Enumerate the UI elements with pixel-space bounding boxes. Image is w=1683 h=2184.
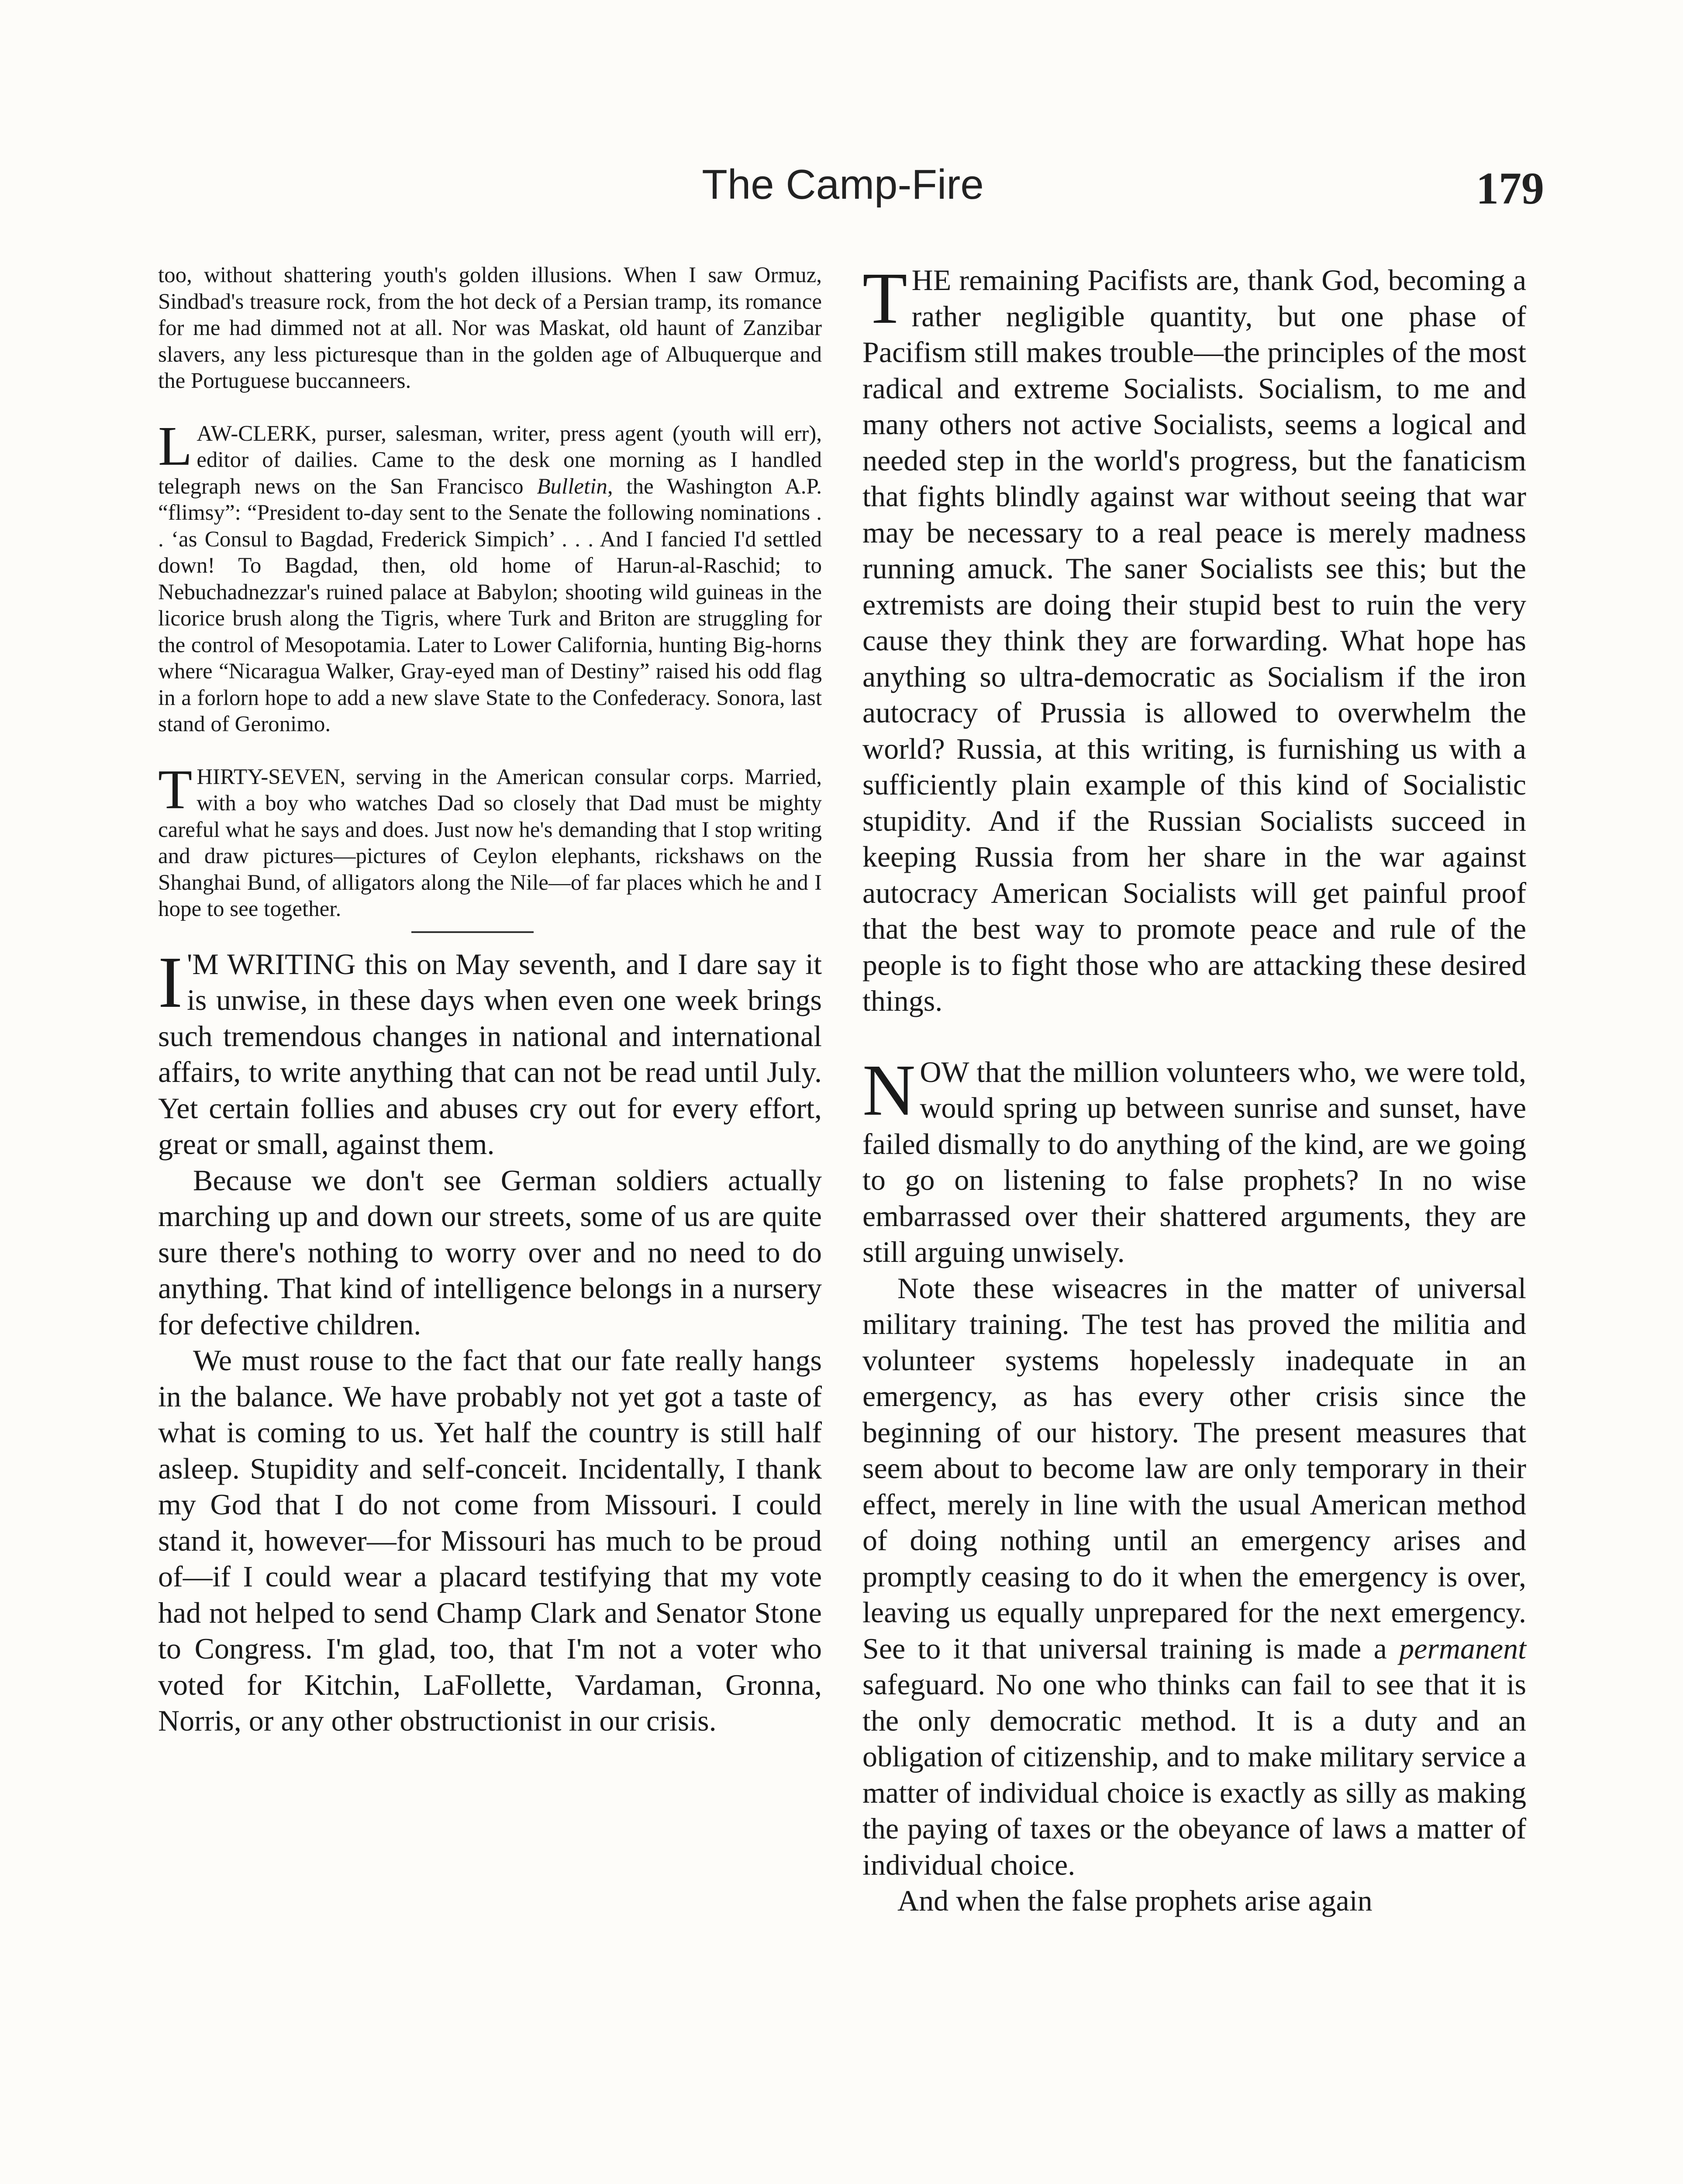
paragraph-text: Note these wiseacres in the matter of universal military training. The test has proved the militia and volunteer systems hopelessly inadequate in an emergency, as has every other crisis since the beginning of our history. The present measures that seem about to become law are only temporary in their effect, merely in line with the usual American method of doing nothing until an emergency arises and promptly ceasing to do it when the emergency is over, leaving us equally unprepared for the next emergency. See to it that universal training is made a [862, 1271, 1526, 1665]
page-number: 179 [1476, 163, 1544, 214]
paragraph-text: 'M WRITING this on May seventh, and I dare say it is unwise, in these days when even one week brings such tremendous changes in national and international affairs, to write anything that can not be read until July. Yet certain follies and abuses cry out for every effort, great or small, against them. [158, 947, 822, 1161]
paragraph-law-clerk [158, 415, 822, 738]
section-separator [411, 931, 534, 933]
italic-text: Bulletin [537, 474, 607, 499]
paragraph-text: We must rouse to the fact that our fate really hangs in the balance. We have probably not yet got a taste of what is coming to us. Yet half the country is still half asleep. Stupidity and self-conceit. Incidentally, I thank my God that I do not come from Missouri. I could stand it, however—for Missouri has much to be proud of—if I could wear a placard testifying that my vote had not helped to send Champ Clark and Senator Stone to Congress. I'm glad, too, that I'm not a voter who voted for Kitchin, LaFollette, Vardaman, Gronna, Norris, or any other obstructionist in our crisis. [158, 1344, 822, 1737]
paragraph-text: HIRTY-SEVEN, serving in the American consular corps. Married, with a boy who watches Dad so closely that Dad must be mighty careful what he says and does. Just now he's demanding that I stop writing and draw pictures—pictures of Ceylon elephants, rickshaws on the Shanghai Bund, of alligators along the Nile—of far places which he and I hope to see together. [158, 764, 822, 921]
drop-cap: I [158, 941, 183, 1023]
paragraph-volunteers [862, 1049, 1526, 1270]
paragraph-german-soldiers [158, 1162, 822, 1343]
paragraph-pacifists [862, 258, 1526, 1019]
paragraph-text: Because we don't see German soldiers actually marching up and down our streets, some of us are quite sure there's nothing to worry over and no need to do anything. That kind of intelligence belongs in a nursery for defective children. [158, 1163, 822, 1341]
right-column [862, 258, 1526, 1919]
paragraph-text: too, without shattering youth's golden illusions. When I saw Ormuz, Sindbad's treasure rock, from the hot deck of a Persian tramp, its romance for me had dimmed not at all. Nor was Maskat, old haunt of Zanzibar slavers, any less picturesque than in the golden age of Albuquerque and the Portuguese buccanneers. [158, 263, 822, 393]
paragraph-text: OW that the million volunteers who, we were told, would spring up between sunrise and sunset, have failed dismally to do anything of the kind, are we going to go on listening to false prophets? In no wise embarrassed over their shattered arguments, they are still arguing unwisely. [862, 1055, 1526, 1268]
paragraph-text: AW-CLERK, purser, salesman, writer, press agent (youth will err), editor of dailies. Came to the desk one morning as I handled telegraph news on the San Francisco [158, 421, 822, 499]
paragraph-thirty-seven [158, 758, 822, 923]
left-column [158, 262, 822, 1739]
drop-cap: T [862, 258, 907, 339]
drop-cap: N [862, 1049, 916, 1131]
paragraph-im-writing [158, 941, 822, 1162]
paragraph-continuation [158, 262, 822, 394]
drop-cap: T [158, 758, 193, 820]
paragraph-text: And when the false prophets arise again [897, 1884, 1373, 1917]
paragraph-text: safeguard. No one who thinks can fail to see that it is the only democratic method. It is a duty and an obligation of citizenship, and to make military service a matter of individual choice is exactly as silly as making the paying of taxes or the obeyance of laws a matter of individual choice. [862, 1668, 1526, 1881]
paragraph-false-prophets [862, 1883, 1526, 1919]
drop-cap: L [158, 415, 193, 477]
paragraph-text: , the Washington A.P. “flimsy”: “President to-day sent to the Senate the following nominations . . ‘as Consul to Bagdad, Frederick Simpich’ . . . And I fancied I'd settled down! To Bagdad, then, old home of Harun-al-Raschid; to Nebuchadnezzar's ruined palace at Babylon; shooting wild guineas in the licorice brush along the Tigris, where Turk and Briton are struggling for the control of Mesopotamia. Later to Lower California, hunting Big-horns where “Nicaragua Walker, Gray-eyed man of Destiny” raised his odd flag in a forlorn hope to add a new slave State to the Confederacy. Sonora, last stand of Geronimo. [158, 474, 822, 736]
paragraph-wiseacres [862, 1270, 1526, 1883]
running-title: The Camp-Fire [702, 161, 984, 208]
paragraph-text: HE remaining Pacifists are, thank God, becoming a rather negligible quantity, but one phase of Pacifism still makes trouble—the principles of the most radical and extreme Socialists. Socialism, to me and many others not active Socialists, seems a logical and needed step in the world's progress, but the fanaticism that fights blindly against war without seeing that war may be necessary to a real peace is merely madness running amuck. The saner Socialists see this; but the extremists are doing their stupid best to ruin the very cause they think they are forwarding. What hope has anything so ultra-democratic as Socialism if the iron autocracy of Prussia is allowed to overwhelm the world? Russia, at this writing, is furnishing us with a sufficiently plain example of this kind of Socialistic stupidity. And if the Russian Socialists succeed in keeping Russia from her share in the war against autocracy American Socialists will get painful proof that the best way to promote peace and rule of the people is to fight those who are attacking these desired things. [862, 263, 1526, 1017]
paragraph-rouse [158, 1342, 822, 1739]
italic-text: permanent [1399, 1631, 1526, 1665]
